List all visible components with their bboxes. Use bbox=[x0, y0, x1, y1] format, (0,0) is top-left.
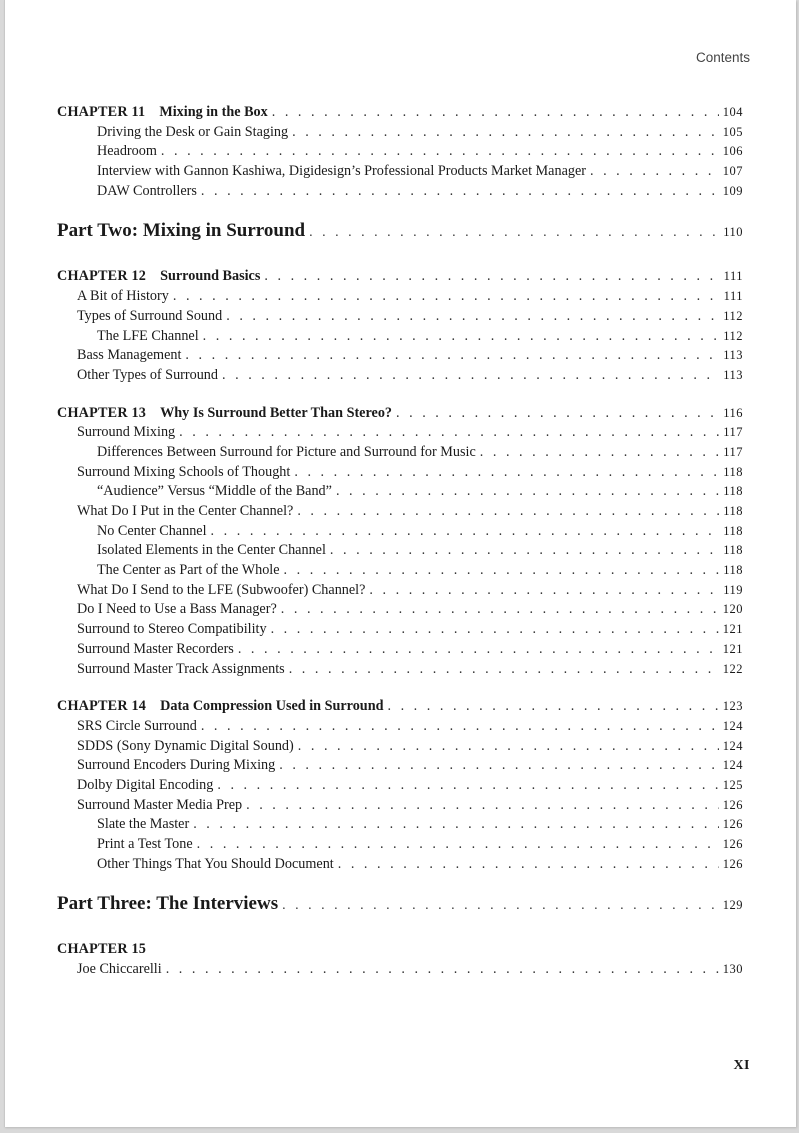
entry-title: Types of Surround Sound bbox=[77, 307, 223, 324]
entry-title: What Do I Send to the LFE (Subwoofer) Channel? bbox=[77, 581, 366, 598]
toc-entry-row[interactable] bbox=[57, 367, 743, 387]
page-ref: 124 bbox=[722, 718, 743, 733]
page-ref: 126 bbox=[722, 797, 743, 812]
page-ref: 121 bbox=[722, 641, 743, 656]
chapter-block bbox=[57, 698, 743, 875]
toc-entry-row[interactable] bbox=[57, 661, 743, 681]
dot-leader bbox=[292, 124, 719, 141]
chapter-title: Why Is Surround Better Than Stereo? bbox=[160, 404, 393, 421]
toc-entry-row[interactable] bbox=[57, 816, 743, 836]
toc-entry-row[interactable] bbox=[57, 328, 743, 348]
toc-entry-row[interactable] bbox=[57, 183, 743, 203]
chapter-title: Mixing in the Box bbox=[159, 104, 268, 120]
entry-title: Differences Between Surround for Picture and Surround for Music bbox=[97, 443, 476, 460]
page-ref: 118 bbox=[723, 464, 743, 479]
dot-leader bbox=[193, 816, 719, 833]
dot-leader bbox=[217, 777, 718, 794]
page-ref: 105 bbox=[722, 124, 743, 139]
dot-leader bbox=[272, 104, 719, 121]
page-number: XI bbox=[733, 1058, 750, 1073]
toc-entry-row[interactable] bbox=[57, 424, 743, 444]
dot-leader bbox=[297, 503, 719, 520]
dot-leader bbox=[226, 308, 719, 325]
toc-entry-row[interactable] bbox=[57, 444, 743, 464]
page-ref: 113 bbox=[723, 348, 743, 363]
entry-title: No Center Channel bbox=[97, 522, 207, 539]
chapter-number: CHAPTER 15 bbox=[57, 941, 147, 958]
toc-entry-row[interactable] bbox=[57, 961, 743, 981]
page-ref: 106 bbox=[722, 144, 743, 159]
dot-leader bbox=[387, 698, 718, 715]
dot-leader bbox=[282, 898, 719, 914]
part-title: Part Two: Mixing in Surround bbox=[57, 220, 306, 242]
dot-leader bbox=[336, 483, 719, 500]
page-ref: 116 bbox=[723, 405, 743, 420]
dot-leader bbox=[279, 757, 719, 774]
toc-entry-row[interactable] bbox=[57, 308, 743, 328]
page-ref: 118 bbox=[723, 484, 743, 499]
chapter-title: Surround Basics bbox=[160, 268, 261, 285]
toc-entry-row[interactable] bbox=[57, 738, 743, 758]
page-ref: 126 bbox=[722, 817, 743, 832]
page-ref: 117 bbox=[723, 425, 743, 440]
table-of-contents bbox=[57, 104, 743, 999]
entry-title: “Audience” Versus “Middle of the Band” bbox=[97, 483, 332, 500]
entry-title: Surround Encoders During Mixing bbox=[77, 757, 276, 774]
toc-entry-row[interactable] bbox=[57, 582, 743, 602]
chapter-heading bbox=[57, 941, 146, 958]
entry-title: Surround Master Recorders bbox=[77, 640, 234, 657]
dot-leader bbox=[238, 641, 719, 658]
chapter-number: CHAPTER 12 bbox=[57, 268, 147, 285]
entry-title: DAW Controllers bbox=[97, 182, 197, 199]
dot-leader bbox=[203, 328, 720, 345]
page-ref: 111 bbox=[723, 289, 743, 304]
toc-chapter-row[interactable] bbox=[57, 104, 743, 124]
page-ref: 118 bbox=[723, 523, 743, 538]
entry-title: A Bit of History bbox=[77, 288, 169, 305]
chapter-block bbox=[57, 405, 743, 681]
dot-leader bbox=[309, 225, 719, 241]
entry-title: Print a Test Tone bbox=[97, 836, 193, 852]
toc-chapter-row[interactable] bbox=[57, 698, 743, 718]
page-ref: 130 bbox=[722, 962, 743, 977]
toc-entry-row[interactable] bbox=[57, 856, 743, 876]
page-ref: 123 bbox=[722, 699, 743, 714]
toc-entry-row[interactable] bbox=[57, 483, 743, 503]
entry-title: The Center as Part of the Whole bbox=[97, 562, 280, 579]
page-ref: 120 bbox=[722, 602, 743, 617]
page-ref: 126 bbox=[722, 856, 743, 871]
entry-title: Other Types of Surround bbox=[77, 366, 218, 383]
chapter-number: CHAPTER 13 bbox=[57, 404, 147, 421]
page-ref: 111 bbox=[723, 269, 743, 284]
part-block bbox=[57, 893, 743, 919]
page-ref: 125 bbox=[722, 777, 743, 792]
toc-entry-row[interactable] bbox=[57, 143, 743, 163]
dot-leader bbox=[179, 424, 719, 441]
entry-title: Isolated Elements in the Center Channel bbox=[97, 542, 326, 559]
dot-leader bbox=[289, 661, 719, 678]
entry-title: Surround Mixing bbox=[77, 424, 176, 441]
entry-title: Dolby Digital Encoding bbox=[77, 776, 214, 793]
page-ref: 112 bbox=[723, 308, 743, 323]
dot-leader bbox=[201, 183, 719, 200]
chapter-heading bbox=[57, 405, 392, 422]
toc-entry-row[interactable] bbox=[57, 621, 743, 641]
chapter-heading bbox=[57, 104, 268, 121]
chapter-title: Data Compression Used in Surround bbox=[160, 698, 384, 715]
page-ref: 122 bbox=[722, 661, 743, 676]
toc-entry-row[interactable] bbox=[57, 562, 743, 582]
page-ref: 121 bbox=[722, 622, 743, 637]
dot-leader bbox=[294, 464, 719, 481]
toc-entry-row[interactable] bbox=[57, 542, 743, 562]
entry-title: What Do I Put in the Center Channel? bbox=[77, 503, 294, 519]
toc-entry-row[interactable] bbox=[57, 641, 743, 661]
dot-leader bbox=[222, 367, 719, 384]
toc-chapter-row[interactable] bbox=[57, 941, 743, 961]
toc-entry-row[interactable] bbox=[57, 797, 743, 817]
entry-title: Surround to Stereo Compatibility bbox=[77, 621, 267, 638]
chapter-number: CHAPTER 14 bbox=[57, 698, 147, 715]
toc-entry-row[interactable] bbox=[57, 718, 743, 738]
dot-leader bbox=[264, 268, 719, 285]
dot-leader bbox=[338, 856, 719, 873]
page-ref: 118 bbox=[723, 543, 743, 558]
dot-leader bbox=[173, 288, 720, 305]
dot-leader bbox=[284, 562, 720, 579]
page-ref: 118 bbox=[723, 504, 743, 518]
dot-leader bbox=[201, 718, 719, 735]
page-ref: 124 bbox=[722, 758, 743, 773]
page-ref: 129 bbox=[722, 898, 743, 913]
dot-leader bbox=[271, 621, 719, 638]
toc-entry-row[interactable] bbox=[57, 464, 743, 484]
book-page bbox=[4, 0, 796, 1127]
chapter-block bbox=[57, 268, 743, 386]
chapter-number: CHAPTER 11 bbox=[57, 104, 146, 120]
page-ref: 119 bbox=[723, 582, 743, 597]
toc-entry-row[interactable] bbox=[57, 124, 743, 144]
entry-title: Do I Need to Use a Bass Manager? bbox=[77, 601, 277, 618]
chapter-block bbox=[57, 941, 743, 980]
page-ref: 109 bbox=[722, 183, 743, 198]
dot-leader bbox=[281, 601, 719, 618]
dot-leader bbox=[161, 143, 719, 160]
toc-entry-row[interactable] bbox=[57, 523, 743, 543]
page-ref: 117 bbox=[723, 444, 743, 459]
page-ref: 104 bbox=[722, 105, 743, 119]
toc-part-row[interactable] bbox=[57, 220, 743, 246]
toc-entry-row[interactable] bbox=[57, 347, 743, 367]
page-ref: 126 bbox=[722, 837, 743, 851]
dot-leader bbox=[197, 836, 719, 853]
toc-part-row[interactable] bbox=[57, 893, 743, 919]
running-head: Contents bbox=[695, 50, 750, 65]
chapter-heading bbox=[57, 698, 383, 715]
dot-leader bbox=[369, 582, 719, 599]
entry-title: Bass Management bbox=[77, 347, 182, 364]
entry-title: Headroom bbox=[97, 143, 157, 160]
toc-entry-row[interactable] bbox=[57, 836, 743, 856]
toc-entry-row[interactable] bbox=[57, 288, 743, 308]
entry-title: Joe Chiccarelli bbox=[77, 961, 162, 978]
toc-entry-row[interactable] bbox=[57, 601, 743, 621]
entry-title: The LFE Channel bbox=[97, 327, 199, 344]
chapter-block bbox=[57, 104, 743, 202]
entry-title: Surround Master Track Assignments bbox=[77, 660, 285, 677]
entry-title: SDDS (Sony Dynamic Digital Sound) bbox=[77, 737, 294, 754]
toc-entry-row[interactable] bbox=[57, 163, 743, 183]
entry-title: Slate the Master bbox=[97, 816, 190, 833]
toc-chapter-row[interactable] bbox=[57, 405, 743, 425]
dot-leader bbox=[298, 738, 719, 755]
dot-leader bbox=[396, 405, 719, 422]
toc-entry-row[interactable] bbox=[57, 757, 743, 777]
toc-entry-row[interactable] bbox=[57, 777, 743, 797]
dot-leader bbox=[185, 347, 719, 364]
page-ref: 124 bbox=[722, 738, 743, 753]
page-ref: 110 bbox=[723, 225, 743, 240]
dot-leader bbox=[246, 797, 719, 814]
entry-title: Surround Mixing Schools of Thought bbox=[77, 463, 291, 480]
entry-title: Other Things That You Should Document bbox=[97, 855, 334, 872]
dot-leader bbox=[480, 444, 719, 461]
page-ref: 118 bbox=[723, 563, 743, 578]
dot-leader bbox=[330, 542, 719, 559]
entry-title: SRS Circle Surround bbox=[77, 717, 197, 734]
page-ref: 107 bbox=[722, 164, 743, 179]
part-title: Part Three: The Interviews bbox=[57, 893, 279, 915]
page-ref: 113 bbox=[723, 367, 743, 382]
dot-leader bbox=[590, 163, 719, 180]
dot-leader bbox=[211, 523, 720, 540]
entry-title: Interview with Gannon Kashiwa, Digidesign’s Professional Products Market Manager bbox=[97, 163, 586, 180]
toc-entry-row[interactable] bbox=[57, 503, 743, 523]
part-block bbox=[57, 220, 743, 246]
chapter-heading bbox=[57, 268, 260, 285]
entry-title: Surround Master Media Prep bbox=[77, 796, 243, 813]
dot-leader bbox=[166, 961, 719, 978]
toc-chapter-row[interactable] bbox=[57, 268, 743, 288]
page-ref: 112 bbox=[723, 328, 743, 343]
entry-title: Driving the Desk or Gain Staging bbox=[97, 123, 289, 140]
